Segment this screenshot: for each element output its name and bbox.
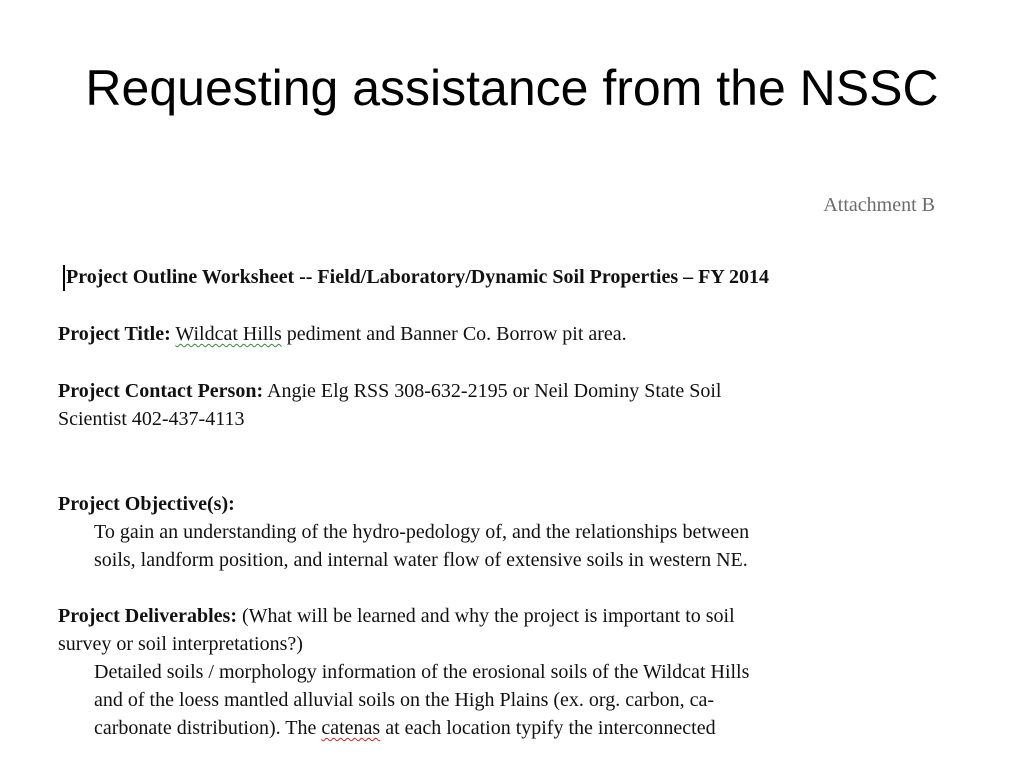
slide-title: Requesting assistance from the NSSC xyxy=(85,60,939,116)
deliverables-line4: and of the loess mantled alluvial soils on the High Plains (ex. org. carbon, ca- xyxy=(94,689,715,711)
contact-value-line1: Angie Elg RSS 308-632-2195 or Neil Dominy State Soil xyxy=(263,380,722,402)
deliverables-line3: Detailed soils / morphology information of the erosional soils of the Wildcat Hills xyxy=(94,661,750,683)
project-title-underlined: Wildcat Hills xyxy=(175,323,282,345)
text-cursor xyxy=(63,265,65,291)
objectives-label: Project Objective(s): xyxy=(58,493,235,515)
deliverables-line5-pre: carbonate distribution). The xyxy=(94,717,322,739)
project-title-field xyxy=(58,320,908,348)
deliverables-line1: (What will be learned and why the project is important to soil xyxy=(237,605,735,627)
deliverables-line5 xyxy=(58,714,908,742)
objectives-line1: To gain an understanding of the hydro-pedology of, and the relationships between xyxy=(94,521,750,543)
project-title-label: Project Title: xyxy=(58,323,171,345)
deliverables-field xyxy=(58,602,908,742)
contact-value-line2: Scientist 402-437-4113 xyxy=(58,408,245,430)
deliverables-catenas: catenas xyxy=(321,717,381,739)
attachment-label: Attachment B xyxy=(823,194,935,216)
deliverables-label: Project Deliverables: xyxy=(58,605,237,627)
deliverables-line2: survey or soil interpretations?) xyxy=(58,633,303,655)
objectives-field xyxy=(58,490,908,574)
contact-label: Project Contact Person: xyxy=(58,380,264,402)
project-title-value: pediment and Banner Co. Borrow pit area. xyxy=(281,323,627,345)
deliverables-line5-rest: at each location typify the interconnected xyxy=(380,717,716,739)
contact-field xyxy=(58,377,908,433)
worksheet-heading: Project Outline Worksheet -- Field/Laboratory/Dynamic Soil Properties – FY 2014 xyxy=(66,266,770,288)
objectives-line2: soils, landform position, and internal water flow of extensive soils in western NE. xyxy=(94,549,748,571)
